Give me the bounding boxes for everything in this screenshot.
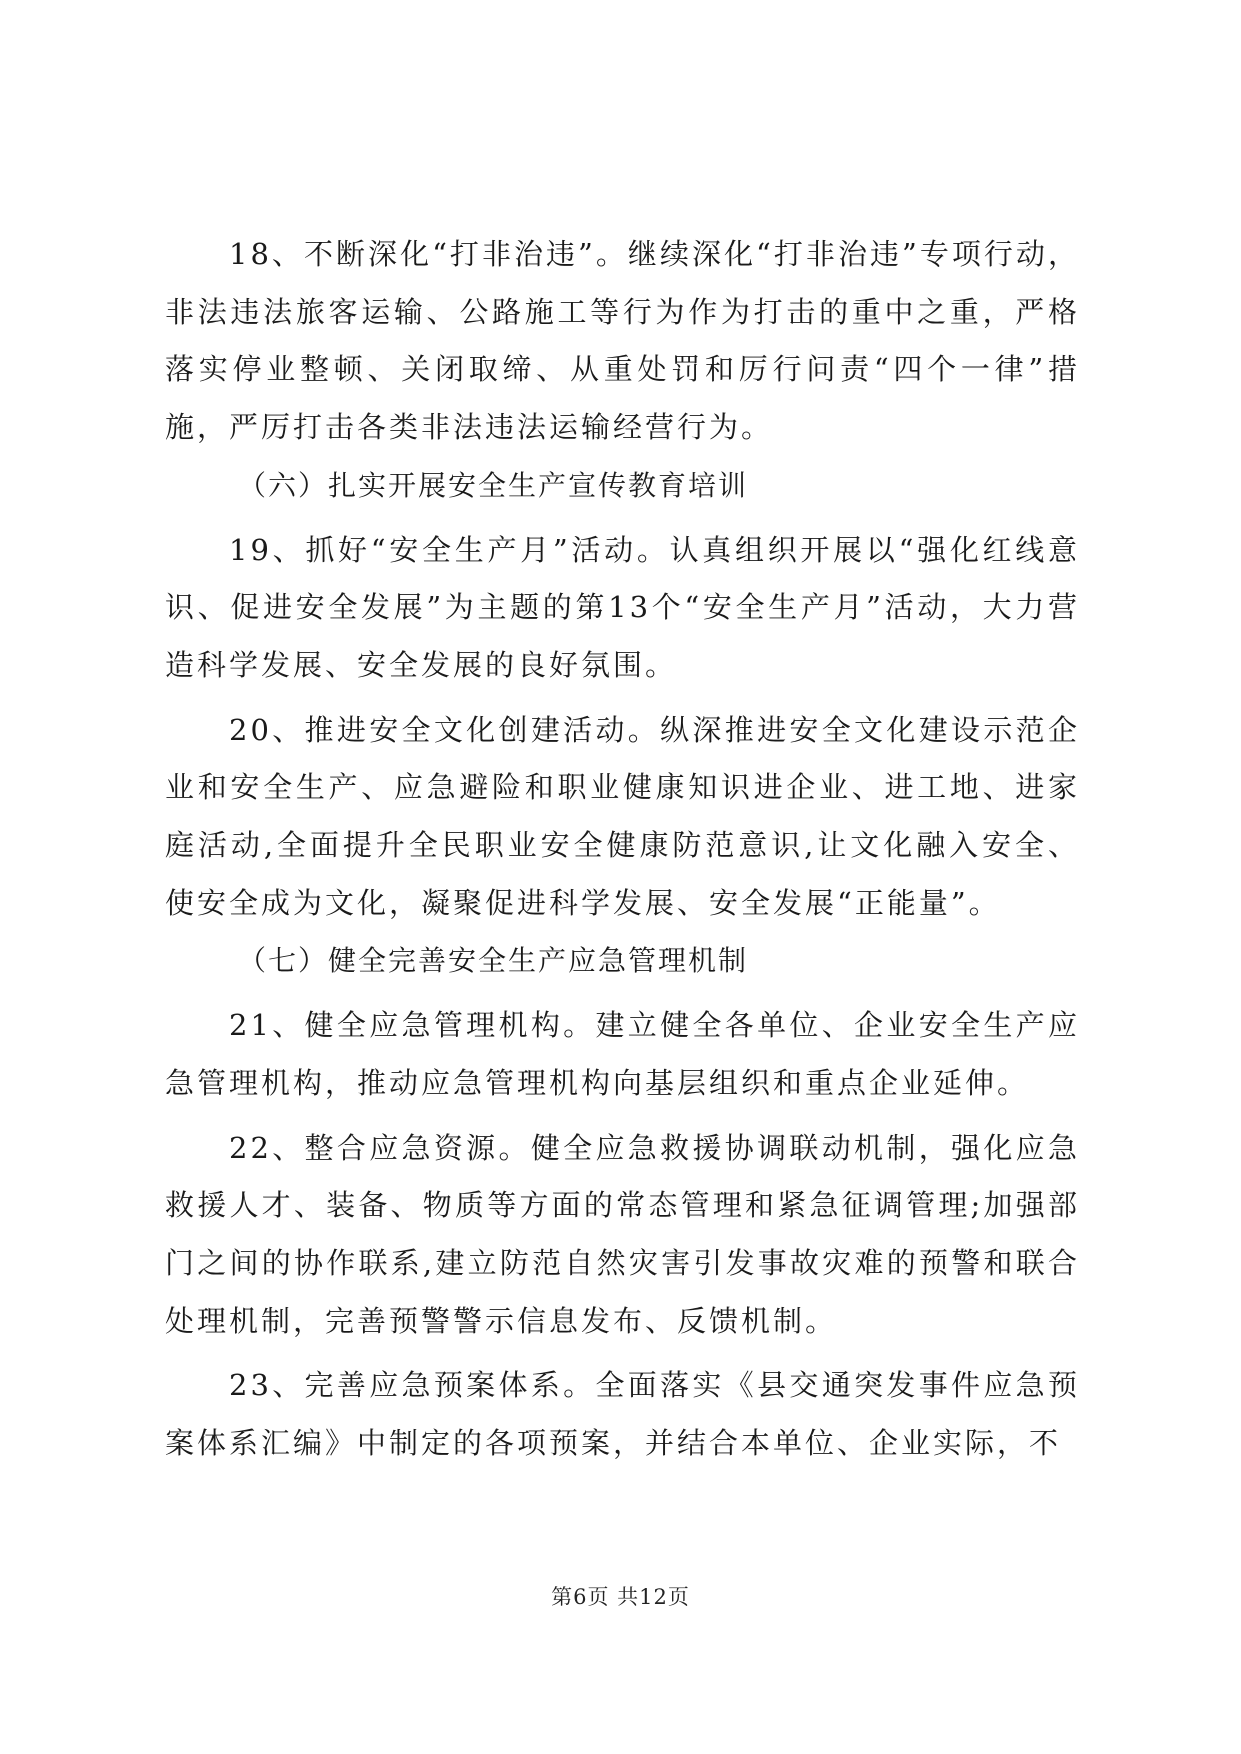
paragraph-gap	[165, 990, 1080, 997]
paragraph-20: 20、推进安全文化创建活动。纵深推进安全文化建设示范企业和安全生产、应急避险和职业健康知识进企业、进工地、进家庭活动,全面提升全民职业安全健康防范意识,让文化融入安全、使安全成为文化，凝聚促进科学发展、安全发展“正能量”。	[165, 712, 1080, 920]
paragraph-gap	[165, 695, 1080, 702]
paragraph-22: 22、整合应急资源。健全应急救援协调联动机制，强化应急救援人才、装备、物质等方面的常态管理和紧急征调管理;加强部门之间的协作联系,建立防范自然灾害引发事故灾难的预警和联合处理机制，完善预警警示信息发布、反馈机制。	[165, 1130, 1080, 1338]
paragraph-23: 23、完善应急预案体系。全面落实《县交通突发事件应急预案体系汇编》中制定的各项预案，并结合本单位、企业实际，不	[165, 1368, 1080, 1461]
paragraph-18: 18、不断深化“打非治违”。继续深化“打非治违”专项行动，非法违法旅客运输、公路施工等行为作为打击的重中之重，严格落实停业整顿、关闭取缔、从重处罚和厉行问责“四个一律”措施，严厉打击各类非法违法运输经营行为。	[165, 237, 1080, 445]
document-body	[165, 226, 1080, 1473]
section-heading-6: （六）扎实开展安全生产宣传教育培训	[238, 468, 749, 502]
paragraph-21: 21、健全应急管理机构。建立健全各单位、企业安全生产应急管理机构，推动应急管理机构向基层组织和重点企业延伸。	[165, 1008, 1080, 1100]
paragraph-gap	[165, 1350, 1080, 1357]
paragraph-19: 19、抓好“安全生产月”活动。认真组织开展以“强化红线意识、促进安全发展”为主题的第13个“安全生产月”活动，大力营造科学发展、安全发展的良好氛围。	[165, 532, 1080, 682]
paragraph-gap	[165, 515, 1080, 522]
page-footer: 第6页 共12页	[551, 1585, 690, 1609]
section-heading-7: （七）健全完善安全生产应急管理机制	[238, 944, 749, 978]
paragraph-gap	[165, 1113, 1080, 1120]
